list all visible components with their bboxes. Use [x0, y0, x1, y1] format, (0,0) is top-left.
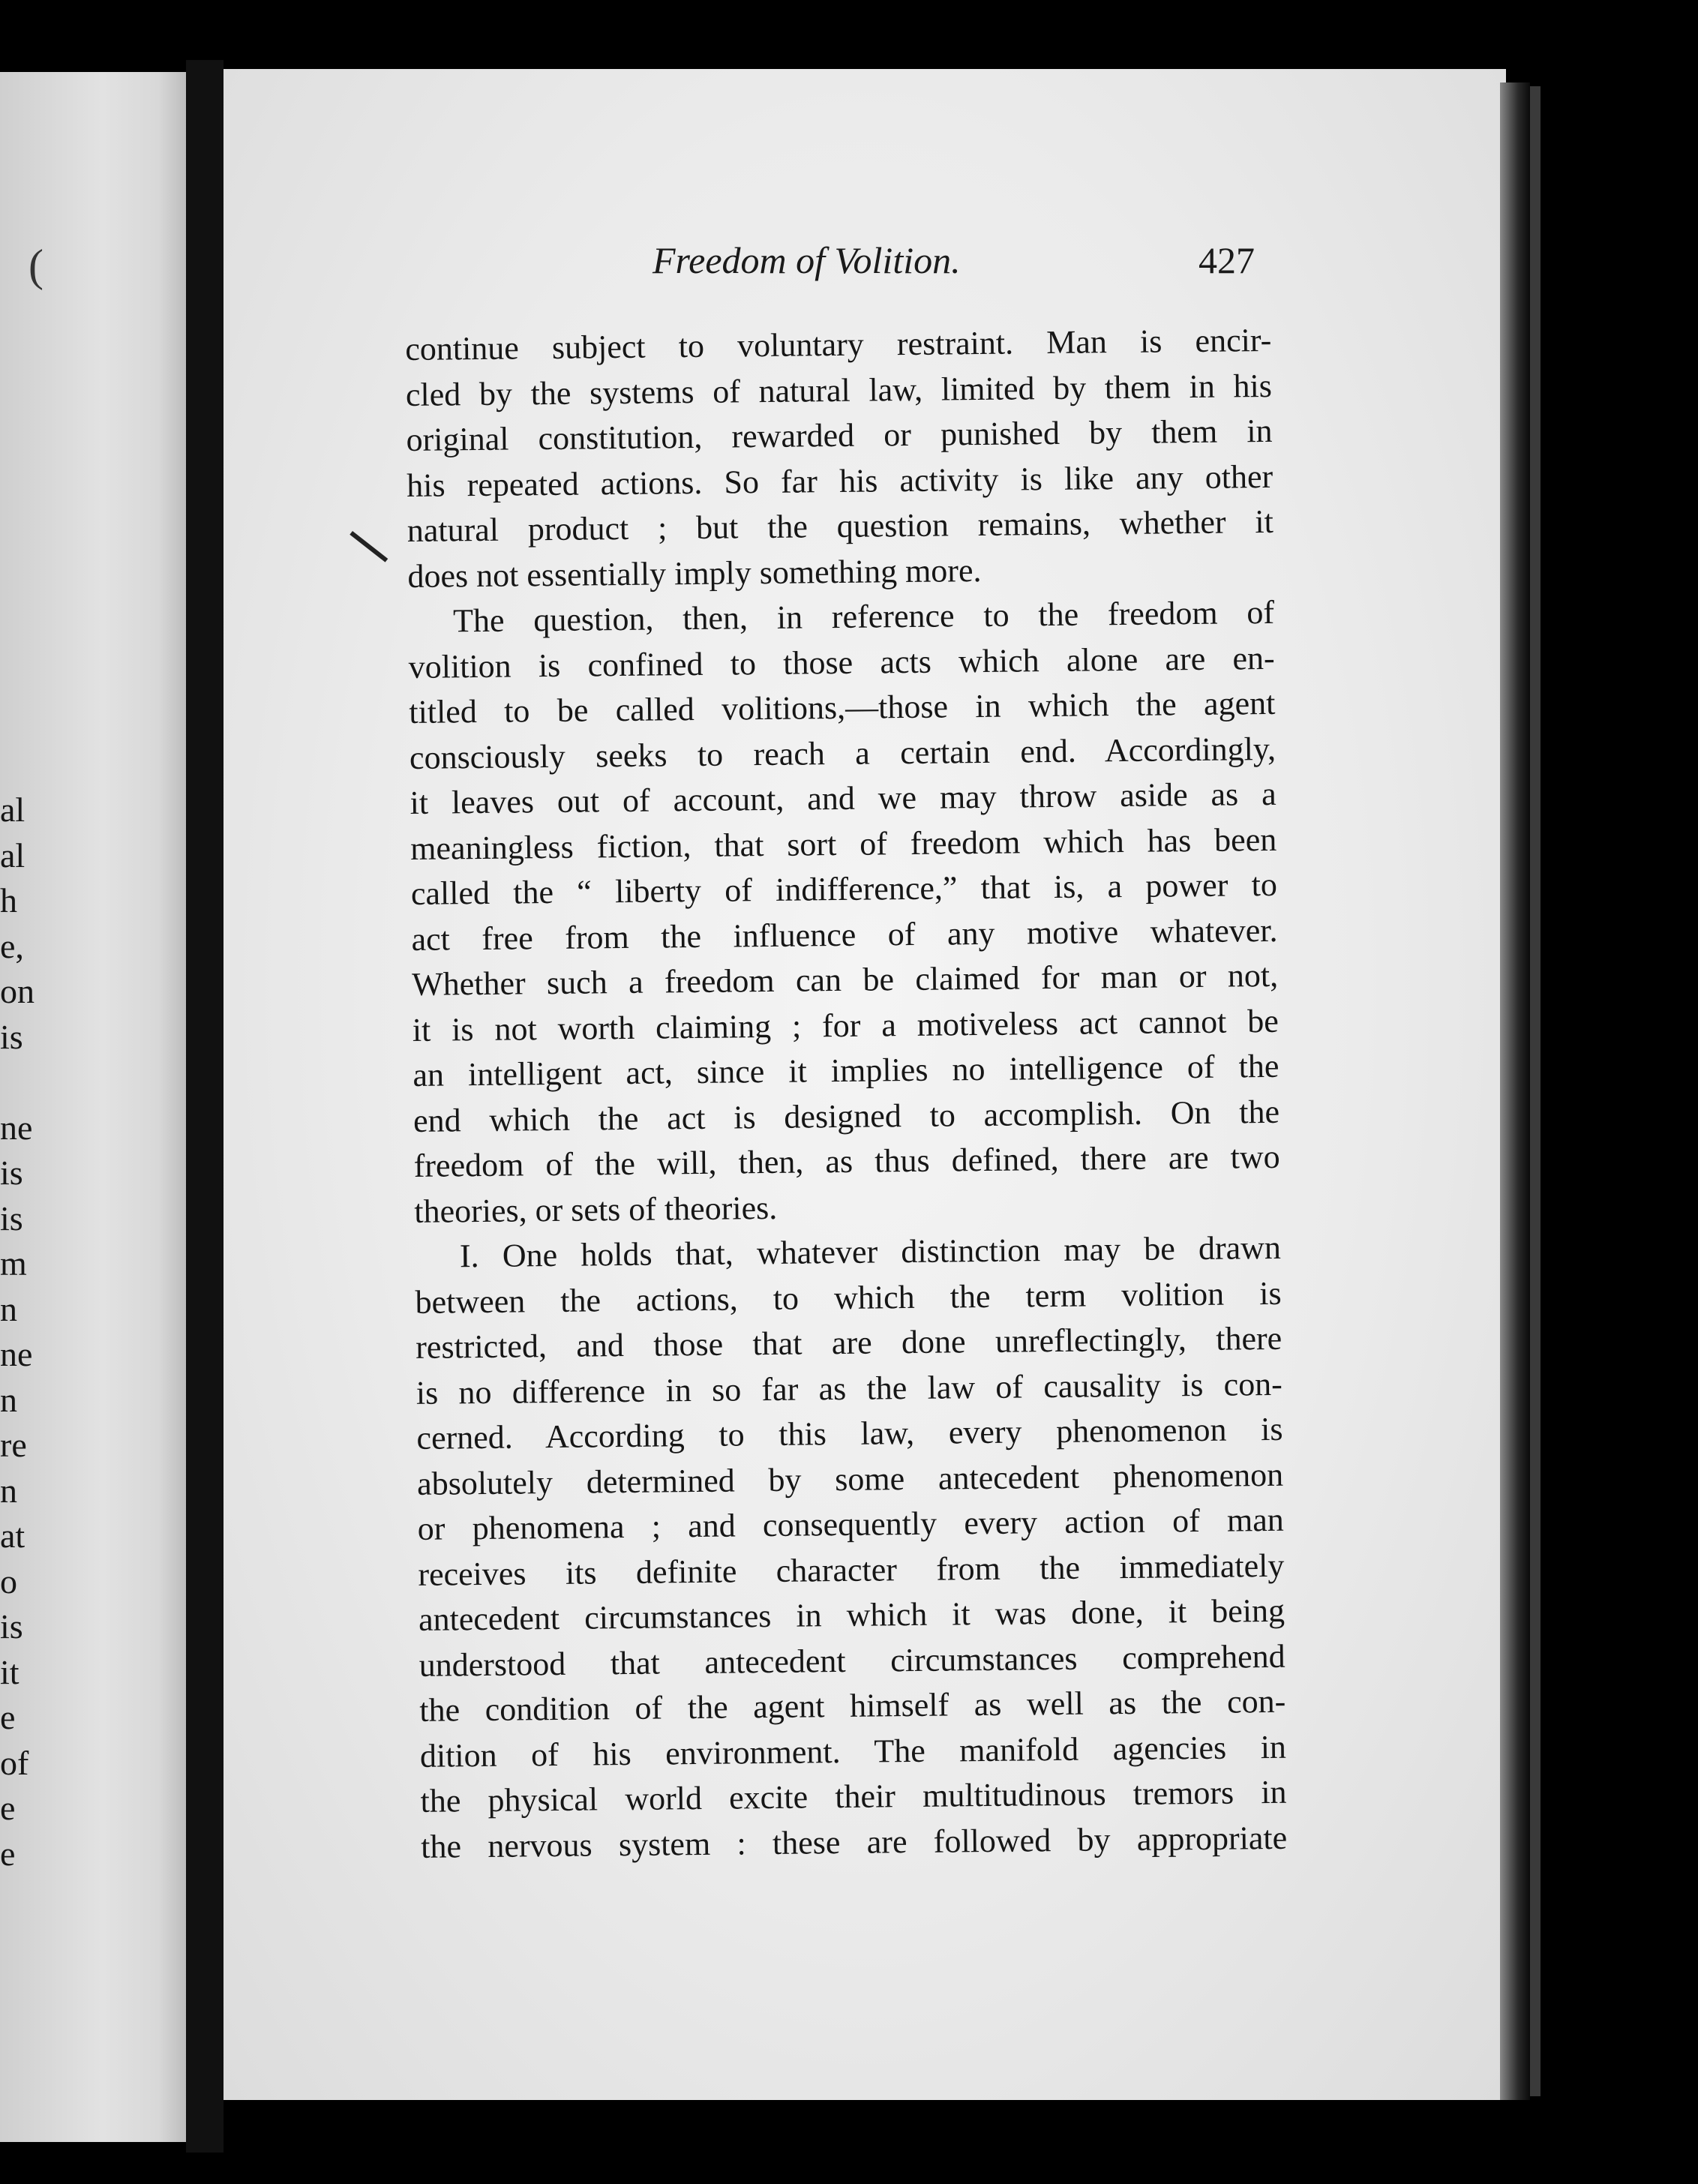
left-fragment: is: [0, 1154, 23, 1192]
text-line: it is not worth claiming ; for a motiveless act cannot be: [412, 1002, 1280, 1048]
text-line: volition is confined to those acts which alone are en-: [408, 639, 1275, 686]
text-line: is no difference in so far as the law of causality is con-: [416, 1365, 1283, 1412]
text-line: understood that antecedent circumstances comprehend: [418, 1637, 1286, 1684]
text-line: end which the act is designed to accomplish. On the: [412, 1093, 1280, 1139]
text-line: does not essentially imply something more.: [407, 551, 982, 595]
text-line: meaningless fiction, that sort of freedom which has been: [410, 820, 1277, 867]
left-fragment: n: [0, 1289, 17, 1328]
page-edge-stack: [1530, 86, 1540, 2096]
left-fragment: re: [0, 1426, 27, 1464]
text-line: it leaves out of account, and we may throw aside as a: [410, 775, 1276, 821]
text-line: the physical world excite their multitudinous tremors in: [420, 1773, 1287, 1820]
book-gutter: [186, 60, 224, 2152]
left-fragment: n: [0, 1471, 17, 1510]
text-line: titled to be called volitions,—those in which the agent: [409, 684, 1276, 730]
text-line: the condition of the agent himself as well as the con-: [419, 1682, 1286, 1729]
left-fragment: al: [0, 836, 26, 874]
text-line: an intelligent act, since it implies no intelligence of the: [412, 1047, 1280, 1094]
left-fragment: e,: [0, 926, 24, 965]
text-line: dition of his environment. The manifold agencies in: [419, 1728, 1287, 1774]
left-fragment: m: [0, 1244, 27, 1282]
text-line: original constitution, rewarded or punished by them in: [406, 412, 1273, 458]
text-line: cerned. According to this law, every phenomenon is: [416, 1410, 1283, 1456]
text-line: act free from the influence of any motive whatever.: [411, 911, 1278, 958]
page-edge-shadow: [1500, 82, 1530, 2100]
text-line: between the actions, to which the term volition is: [415, 1274, 1282, 1321]
left-fragment: n: [0, 1380, 17, 1419]
text-line: natural product ; but the question remains, whether it: [406, 502, 1274, 549]
text-line: consciously seeks to reach a certain end. Accordingly,: [409, 730, 1276, 776]
left-fragment: [0, 1060, 30, 1106]
left-fragment: ne: [0, 1108, 33, 1147]
left-fragment: e: [0, 1834, 16, 1873]
left-fragment: ne: [0, 1335, 33, 1373]
text-line: cled by the systems of natural law, limited by them in his: [405, 367, 1273, 413]
left-fragment: al: [0, 790, 26, 829]
page-number: 427: [1198, 239, 1255, 281]
text-line: called the “ liberty of indifference,” that is, a power to: [410, 866, 1278, 912]
left-fragment: is: [0, 1607, 23, 1646]
running-title: Freedom of Volition.: [652, 239, 961, 281]
left-fragment: on: [0, 972, 34, 1010]
text-line: Whether such a freedom can be claimed for man or not,: [411, 956, 1279, 1003]
text-line: receives its definite character from the immediately: [418, 1546, 1285, 1593]
left-fragment: of: [0, 1743, 29, 1782]
left-page-text-fragments: [0, 788, 34, 1876]
text-line: The question, then, in reference to the freedom of: [452, 593, 1275, 640]
body-text: [405, 318, 1287, 1870]
text-line: or phenomena ; and consequently every action of man: [417, 1501, 1284, 1547]
left-fragment: it: [0, 1652, 20, 1691]
text-line: I. One holds that, whatever distinction may be drawn: [459, 1228, 1282, 1275]
text-line: restricted, and those that are done unreflectingly, there: [415, 1319, 1282, 1366]
left-fragment: is: [0, 1198, 23, 1238]
text-line: absolutely determined by some antecedent phenomenon: [416, 1456, 1284, 1502]
text-line: theories, or sets of theories.: [414, 1189, 778, 1230]
left-fragment: is: [0, 1017, 23, 1056]
text-line: the nervous system : these are followed by appropriate: [420, 1819, 1288, 1865]
left-page-margin-mark: (: [28, 241, 44, 290]
left-fragment: e: [0, 1789, 16, 1827]
left-fragment: h: [0, 881, 17, 920]
text-line: his repeated actions. So far his activity is like any other: [406, 458, 1274, 504]
text-line: continue subject to voluntary restraint. Man is encir-: [405, 321, 1272, 368]
text-line: antecedent circumstances in which it was done, it being: [418, 1592, 1286, 1638]
text-line: freedom of the will, then, as thus defined, there are two: [413, 1138, 1280, 1184]
left-fragment: e: [0, 1698, 16, 1736]
left-fragment: o: [0, 1562, 17, 1600]
left-fragment: at: [0, 1516, 26, 1555]
